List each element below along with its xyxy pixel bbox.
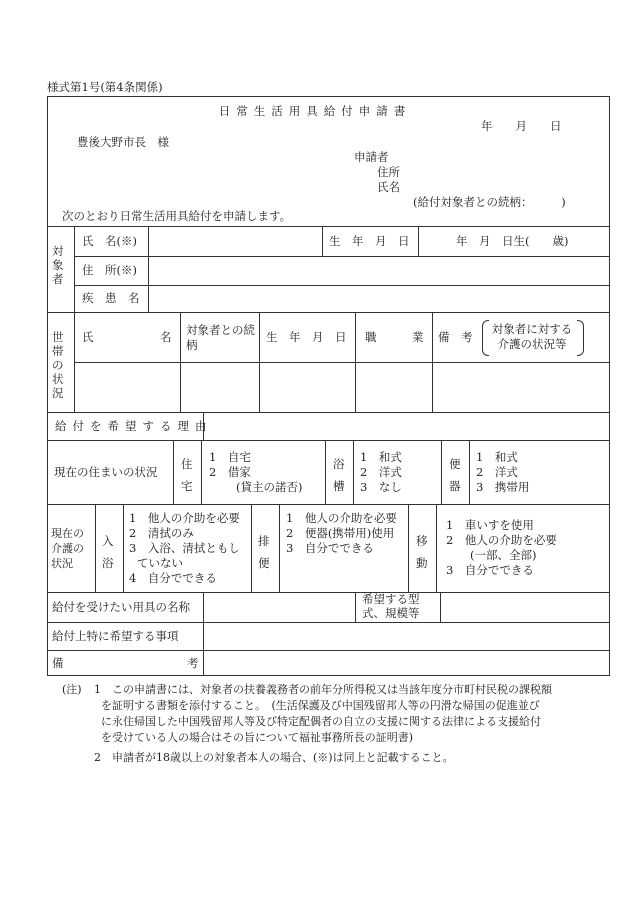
col-divider <box>180 312 181 412</box>
subject-birth-label: 生 年 月 日 <box>329 234 410 248</box>
bracket-left <box>482 320 489 356</box>
household-col-care: 対象者に対する介護の状況等 <box>491 322 573 351</box>
household-col-birth: 生 年 月 日 <box>266 330 347 344</box>
col-divider <box>440 592 441 622</box>
bathing-option: 1 他人の介助を必要 <box>129 511 240 525</box>
movement-label: 移動 <box>416 534 428 570</box>
note-line: 1 この申請書には、対象者の扶養義務者の前年分所得税又は当該年度分市町村民税の課税額 <box>94 683 552 696</box>
remarks-label: 考 <box>187 656 199 670</box>
col-divider <box>74 226 75 412</box>
col-divider <box>201 440 202 504</box>
col-divider <box>418 226 419 256</box>
note-line: を受けている人の場合はその旨について福祉事務所長の証明書) <box>101 731 414 744</box>
excretion-label: 排便 <box>258 534 270 570</box>
row-divider <box>47 650 610 651</box>
col-divider <box>436 504 437 592</box>
col-divider <box>408 504 409 592</box>
model-label: 希望する型式、規模等 <box>362 592 420 620</box>
house-option: 1 自宅 <box>209 450 251 464</box>
note-line: 2 申請者が18歳以上の対象者本人の場合、(※)は同上と記載すること。 <box>94 751 454 764</box>
bathing-option: 4 自分でできる <box>129 571 217 585</box>
bathing-option: 3 入浴、清拭ともし <box>129 541 240 555</box>
house-option: 2 借家 <box>209 465 251 479</box>
item-name-label: 給付を受けたい用具の名称 <box>52 600 190 614</box>
bathing-label: 入浴 <box>102 534 114 570</box>
col-divider <box>353 440 354 504</box>
reason-label: 給付を希望する理由 <box>55 419 213 433</box>
household-col-remarks: 備 考 <box>438 330 473 344</box>
col-divider <box>148 226 149 312</box>
special-request-label: 給付上特に希望する事項 <box>52 629 179 643</box>
row-divider <box>47 412 610 413</box>
household-col-relation: 対象者との続 柄 <box>186 323 278 352</box>
care-label: 現在の介護の状況 <box>51 527 84 570</box>
row-divider <box>74 256 610 257</box>
subject-address-label: 住 所(※) <box>82 263 137 277</box>
movement-option: 3 自分でできる <box>446 563 534 577</box>
applicant-label: 申請者 <box>354 150 389 164</box>
col-divider <box>355 312 356 412</box>
row-divider <box>47 592 610 593</box>
row-divider <box>47 622 610 623</box>
residence-label: 現在の住まいの状況 <box>54 465 158 479</box>
notes-marker: (注) <box>62 683 82 696</box>
bath-label: 浴槽 <box>333 457 345 493</box>
row-divider <box>47 440 610 441</box>
movement-option: (一部、全部) <box>470 548 537 562</box>
bracket-right <box>577 320 584 356</box>
col-divider <box>251 504 252 592</box>
house-label: 住宅 <box>181 457 193 493</box>
subject-section-label: 対象者 <box>52 244 64 286</box>
bath-option: 1 和式 <box>360 450 402 464</box>
bath-option: 2 洋式 <box>360 465 402 479</box>
household-col-job: 職 <box>365 330 377 344</box>
col-divider <box>322 226 323 256</box>
note-line: を証明する書類を添付すること。 (生活保護及び中国残留邦人等の円滑な帰国の促進並び <box>101 699 540 712</box>
row-divider <box>47 504 610 505</box>
movement-option: 1 車いすを使用 <box>446 518 534 532</box>
house-option: (貸主の諾否) <box>236 480 303 494</box>
row-divider <box>47 226 610 227</box>
subject-disease-label: 疾 患 名 <box>82 291 140 305</box>
household-section-label: 世帯の状況 <box>52 330 64 400</box>
applicant-address-label: 住所 <box>377 165 400 179</box>
row-divider <box>74 285 610 286</box>
household-col-job: 業 <box>412 330 424 344</box>
note-line: に永住帰国した中国残留邦人等及び特定配偶者の自立の支援に関する法律による支援給付 <box>101 715 541 728</box>
col-divider <box>441 440 442 504</box>
bathing-option: 2 清拭のみ <box>129 526 194 540</box>
application-date: 年 月 日 <box>481 119 562 133</box>
col-divider <box>432 312 433 412</box>
col-divider <box>123 504 124 592</box>
col-divider <box>469 440 470 504</box>
application-statement: 次のとおり日常生活用具給付を申請します。 <box>62 209 292 223</box>
excretion-option: 1 他人の介助を必要 <box>286 511 397 525</box>
bath-option: 3 なし <box>360 480 402 494</box>
col-divider <box>95 504 96 592</box>
relation-label: (給付対象者との続柄： ) <box>413 195 566 209</box>
toilet-option: 1 和式 <box>476 450 518 464</box>
col-divider <box>203 592 204 676</box>
subject-name-label: 氏 名(※) <box>82 234 137 248</box>
toilet-option: 2 洋式 <box>476 465 518 479</box>
subject-birth-value: 年 月 日生( 歳) <box>456 234 569 248</box>
col-divider <box>355 592 356 622</box>
remarks-label: 備 <box>52 656 64 670</box>
col-divider <box>173 440 174 504</box>
row-divider <box>47 312 610 313</box>
movement-option: 2 他人の介助を必要 <box>446 533 557 547</box>
page-title: 日常生活用具給付申請書 <box>218 104 412 118</box>
household-col-name: 氏 <box>82 330 94 344</box>
excretion-option: 2 便器(携帯用)使用 <box>286 526 395 540</box>
bathing-option: ていない <box>137 556 183 570</box>
col-divider <box>279 504 280 592</box>
household-col-name: 名 <box>160 330 172 344</box>
excretion-option: 3 自分でできる <box>286 541 374 555</box>
col-divider <box>325 440 326 504</box>
form-label: 様式第1号(第4条関係) <box>47 80 163 94</box>
toilet-label: 便器 <box>449 457 461 493</box>
form-frame <box>47 96 610 676</box>
applicant-name-label: 氏名 <box>377 180 400 194</box>
addressee: 豊後大野市長 様 <box>77 135 169 149</box>
toilet-option: 3 携帯用 <box>476 480 530 494</box>
row-divider <box>74 362 610 363</box>
